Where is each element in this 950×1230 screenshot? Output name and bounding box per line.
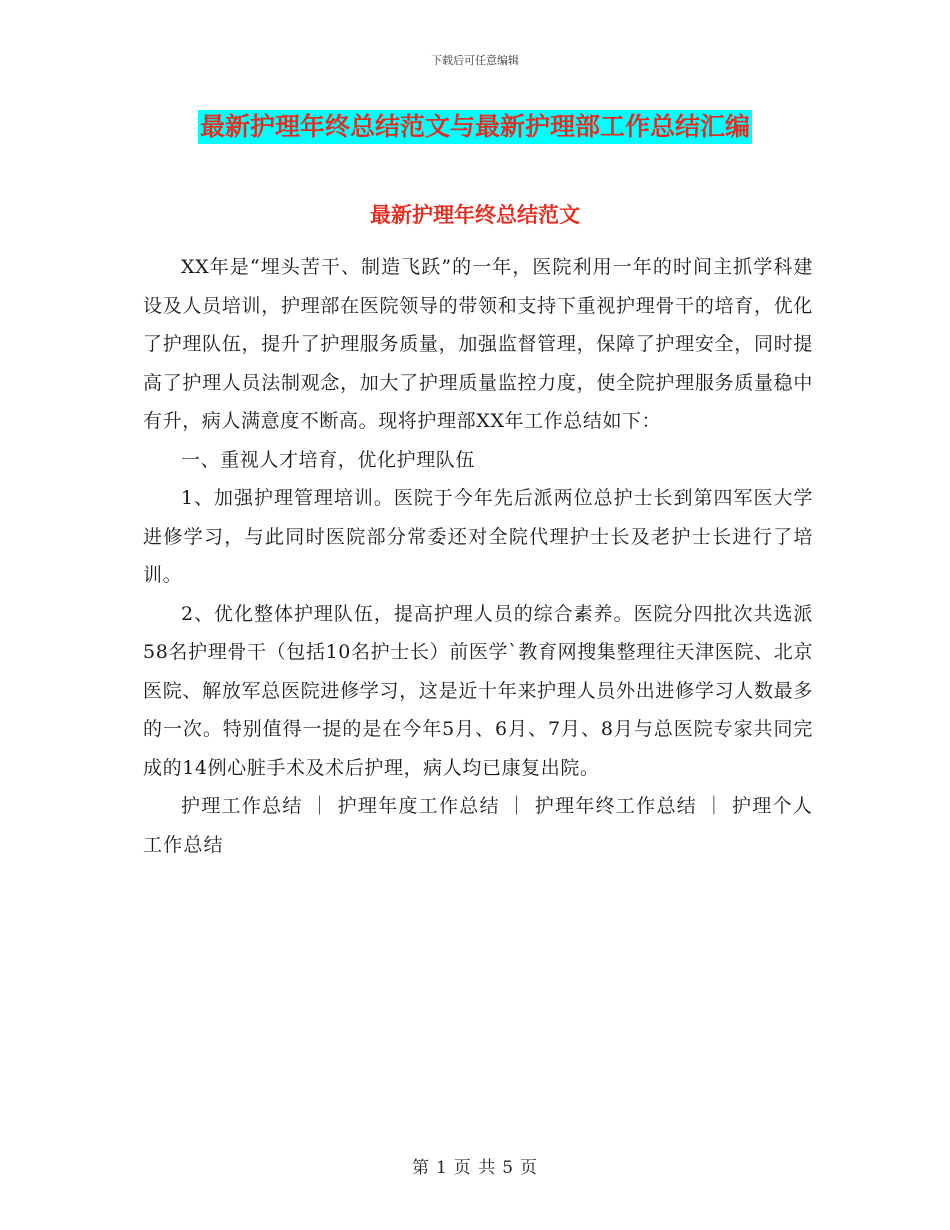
footer-total-pages: 5 — [502, 1158, 515, 1178]
page-footer — [0, 1153, 950, 1178]
footer-page-number: 1 — [435, 1158, 448, 1178]
paragraph-intro: XX年是“埋头苦干、制造飞跃”的一年，医院利用一年的时间主抓学科建设及人员培训，护理部在医院领导的带领和支持下重视护理骨干的培育，优化了护理队伍，提升了护理服务质量，加强监督管理，保障了护理安全，同时提高了护理人员法制观念，加大了护理质量监控力度，使全院护理服务质量稳中有升，病人满意度不断高。现将护理部XX年工作总结如下： — [143, 256, 813, 432]
body-text — [143, 248, 813, 864]
section-heading: 一、重视人才培育，优化护理队伍 — [181, 448, 476, 471]
main-title-wrap — [0, 110, 950, 144]
footer-suffix: 页 — [520, 1158, 539, 1178]
paragraph-item-2: 2、优化整体护理队伍，提高护理人员的综合素养。医院分四批次共选派58名护理骨干（包括10名护士长）前医学`教育网搜集整理往天津医院、北京医院、解放军总医院进修学习，这是近十年来护理人员外出进修学习人数最多的一次。特别值得一提的是在今年5月、6月、7月、8月与总医院专家共同完成的14例心脏手术及术后护理，病人均已康复出院。 — [143, 602, 813, 779]
footer-mid: 页 共 — [453, 1158, 497, 1178]
footer-prefix: 第 — [411, 1158, 430, 1178]
paragraph-item-1: 1、加强护理管理培训。医院于今年先后派两位总护士长到第四军医大学进修学习，与此同时医院部分常委还对全院代理护士长及老护士长进行了培训。 — [143, 487, 813, 586]
related-links: 护理工作总结 ｜ 护理年度工作总结 ｜ 护理年终工作总结 ｜ 护理个人工作总结 — [143, 795, 813, 856]
sub-title: 最新护理年终总结范文 — [370, 203, 580, 227]
header-note: 下载后可任意编辑 — [431, 54, 519, 67]
main-title: 最新护理年终总结范文与最新护理部工作总结汇编 — [198, 110, 752, 144]
